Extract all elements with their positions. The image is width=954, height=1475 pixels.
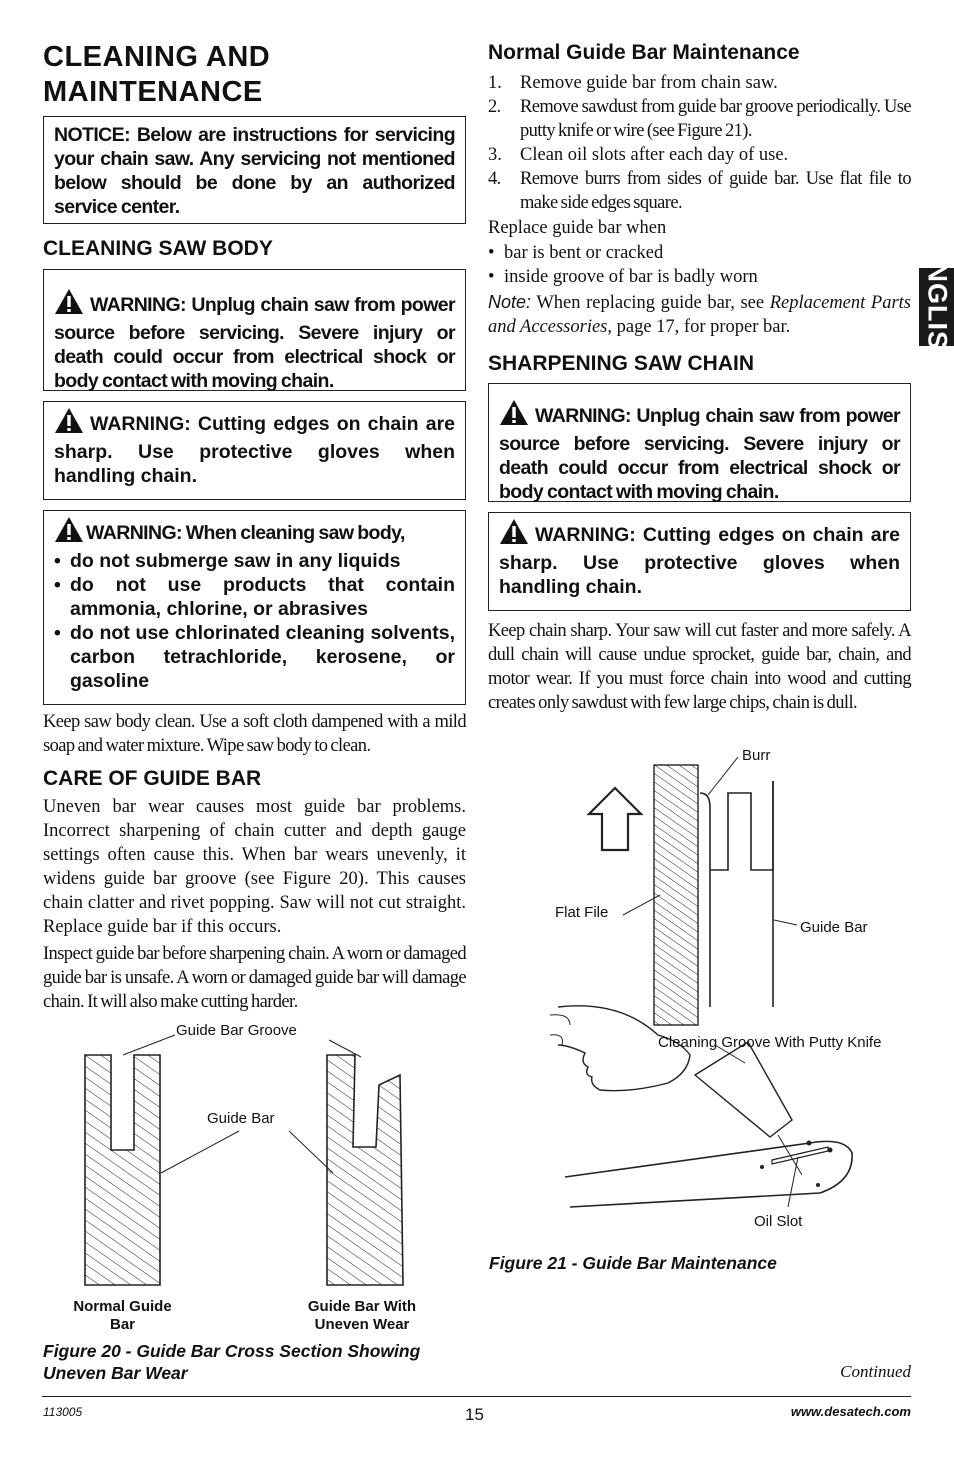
title-line-1: CLEANING AND [43,41,271,73]
note-paragraph [488,290,911,339]
care-paragraph-2: Inspect guide bar before sharpening chain. A worn or damaged guide bar is unsafe. A worn or damaged guide bar will damage chain. It will also make cutting harder. [43,944,466,1012]
label-guide-bar-21: Guide Bar [800,919,868,936]
step-text: Remove burrs from sides of guide bar. Use flat file to make side edges square. [520,169,911,213]
label-uneven-line-2: Uneven Wear [314,1316,410,1333]
warning-triangle-icon [499,399,529,432]
sharpening-heading: SHARPENING SAW CHAIN [488,352,755,375]
putty-knife-shape [695,1042,792,1137]
warning-triangle-icon [54,516,84,549]
note-label: Note: [488,292,532,312]
warning-cleaning-list [54,549,455,693]
label-burr: Burr [742,747,771,764]
warning-box-cutting-edges [43,401,466,500]
note-text-end: page 17, for proper bar. [616,317,791,337]
warning-cutting-text: WARNING: Cutting edges on chain are sharp. Use protective gloves when handling chain. [54,413,455,487]
list-item: • bar is bent or cracked [488,241,758,265]
page-number: 15 [465,1405,484,1424]
warning-box-unplug [43,269,466,391]
guide-bar-side-shape [700,781,773,1007]
figure-20-caption-line-2: Uneven Bar Wear [43,1363,188,1383]
step-number: 4. [488,169,501,189]
step-text: Remove sawdust from guide bar groove periodically. Use putty knife or wire (see Figure 21). [520,97,911,141]
warning-triangle-icon [499,518,529,551]
title-line-2: MAINTENANCE [43,76,263,108]
figure-20-diagram [43,1015,466,1345]
note-reference: Replacement Parts and Accessories, [488,293,912,337]
list-item: • do not use products that contain ammonia, chlorine, or abrasives [54,573,455,621]
warning-cutting-text-right: WARNING: Cutting edges on chain are sharp. Use protective gloves when handling chain. [499,524,900,598]
care-of-guide-bar-heading: CARE OF GUIDE BAR [43,767,262,790]
care-paragraph-1: Uneven bar wear causes most guide bar problems. Incorrect sharpening of chain cutter and depth gauge settings often cause this. When bar wears unevenly, it widens guide bar groove (see Figure 20). This causes chain clatter and rivet popping. Saw will not cut straight. Replace guide bar if this occurs. [43,797,466,937]
label-guide-bar-groove: Guide Bar Groove [176,1022,297,1039]
notice-text: NOTICE: Below are instructions for servicing your chain saw. Any servicing not mentioned below should be done by an authorized service center. [54,124,455,218]
uneven-guide-bar-shape [327,1055,403,1285]
warning-box-unplug-right [488,383,911,502]
label-cleaning-groove: Cleaning Groove With Putty Knife [658,1034,882,1051]
arrow-up-icon [589,788,641,850]
replace-list [488,241,758,289]
sharpening-text: Keep chain sharp. Your saw will cut faster and more safely. A dull chain will cause undue sprocket, guide bar, chain, and motor wear. If you must force chain into wood and cutting creates only sawdust with few large chips, chain is dull. [488,621,911,713]
continued-text: Continued [840,1362,911,1381]
figure-20-caption-line-1: Figure 20 - Guide Bar Cross Section Showing [43,1341,421,1361]
warning-cleaning-lead: WARNING: When cleaning saw body, [86,522,405,544]
list-item [488,167,911,215]
figure-20-caption [43,1340,473,1384]
label-guide-bar: Guide Bar [207,1110,275,1127]
figure-21-diagram [540,745,910,1245]
normal-maintenance-heading: Normal Guide Bar Maintenance [488,41,800,64]
label-normal-line-2: Bar [109,1316,135,1333]
step-number: 2. [488,97,501,117]
page-title [43,40,270,110]
label-normal-guide-bar [55,1298,190,1334]
step-text: Clean oil slots after each day of use. [520,145,789,165]
list-item: • do not submerge saw in any liquids [54,549,455,573]
list-item: • do not use chlorinated cleaning solvents, carbon tetrachloride, kerosene, or gasoline [54,621,455,693]
warning-triangle-icon [54,288,84,321]
language-tab [919,243,954,371]
label-uneven-line-1: Guide Bar With [307,1298,417,1315]
cleaning-saw-body-heading: CLEANING SAW BODY [43,237,273,260]
label-flat-file: Flat File [555,904,609,921]
warning-box-cleaning [43,510,466,705]
warning-unplug-text: WARNING: Unplug chain saw from power source before servicing. Severe injury or death could occur from electrical shock or body contact with moving chain. [54,294,455,392]
list-item [488,143,911,167]
warning-triangle-icon [54,407,84,440]
figure-21-caption: Figure 21 - Guide Bar Maintenance [489,1253,777,1273]
flat-file-shape [654,765,698,1025]
footer-divider [42,1396,911,1397]
notice-box [43,116,466,224]
list-item: • inside groove of bar is badly worn [488,265,758,289]
label-normal-line-1: Normal Guide [73,1298,172,1315]
website: www.desatech.com [790,1404,911,1419]
list-item [488,71,911,95]
list-item [488,95,911,143]
maintenance-steps [488,71,911,215]
replace-when-text: Replace guide bar when [488,218,667,238]
note-text: When replacing guide bar, see [536,293,765,313]
doc-number: 113005 [43,1405,83,1419]
body-clean-text: Keep saw body clean. Use a soft cloth dampened with a mild soap and water mixture. Wipe saw body to clean. [43,712,466,756]
step-number: 1. [488,73,502,93]
label-oil-slot: Oil Slot [754,1213,803,1230]
warning-unplug-text-right: WARNING: Unplug chain saw from power source before servicing. Severe injury or death could occur from electrical shock or body contact with moving chain. [499,405,900,503]
step-text: Remove guide bar from chain saw. [520,73,778,93]
warning-box-cutting-edges-right [488,512,911,611]
language-tab-label: ENGLISH [922,243,952,371]
label-uneven-guide-bar [292,1298,432,1334]
normal-guide-bar-shape [85,1055,160,1285]
step-number: 3. [488,145,502,165]
